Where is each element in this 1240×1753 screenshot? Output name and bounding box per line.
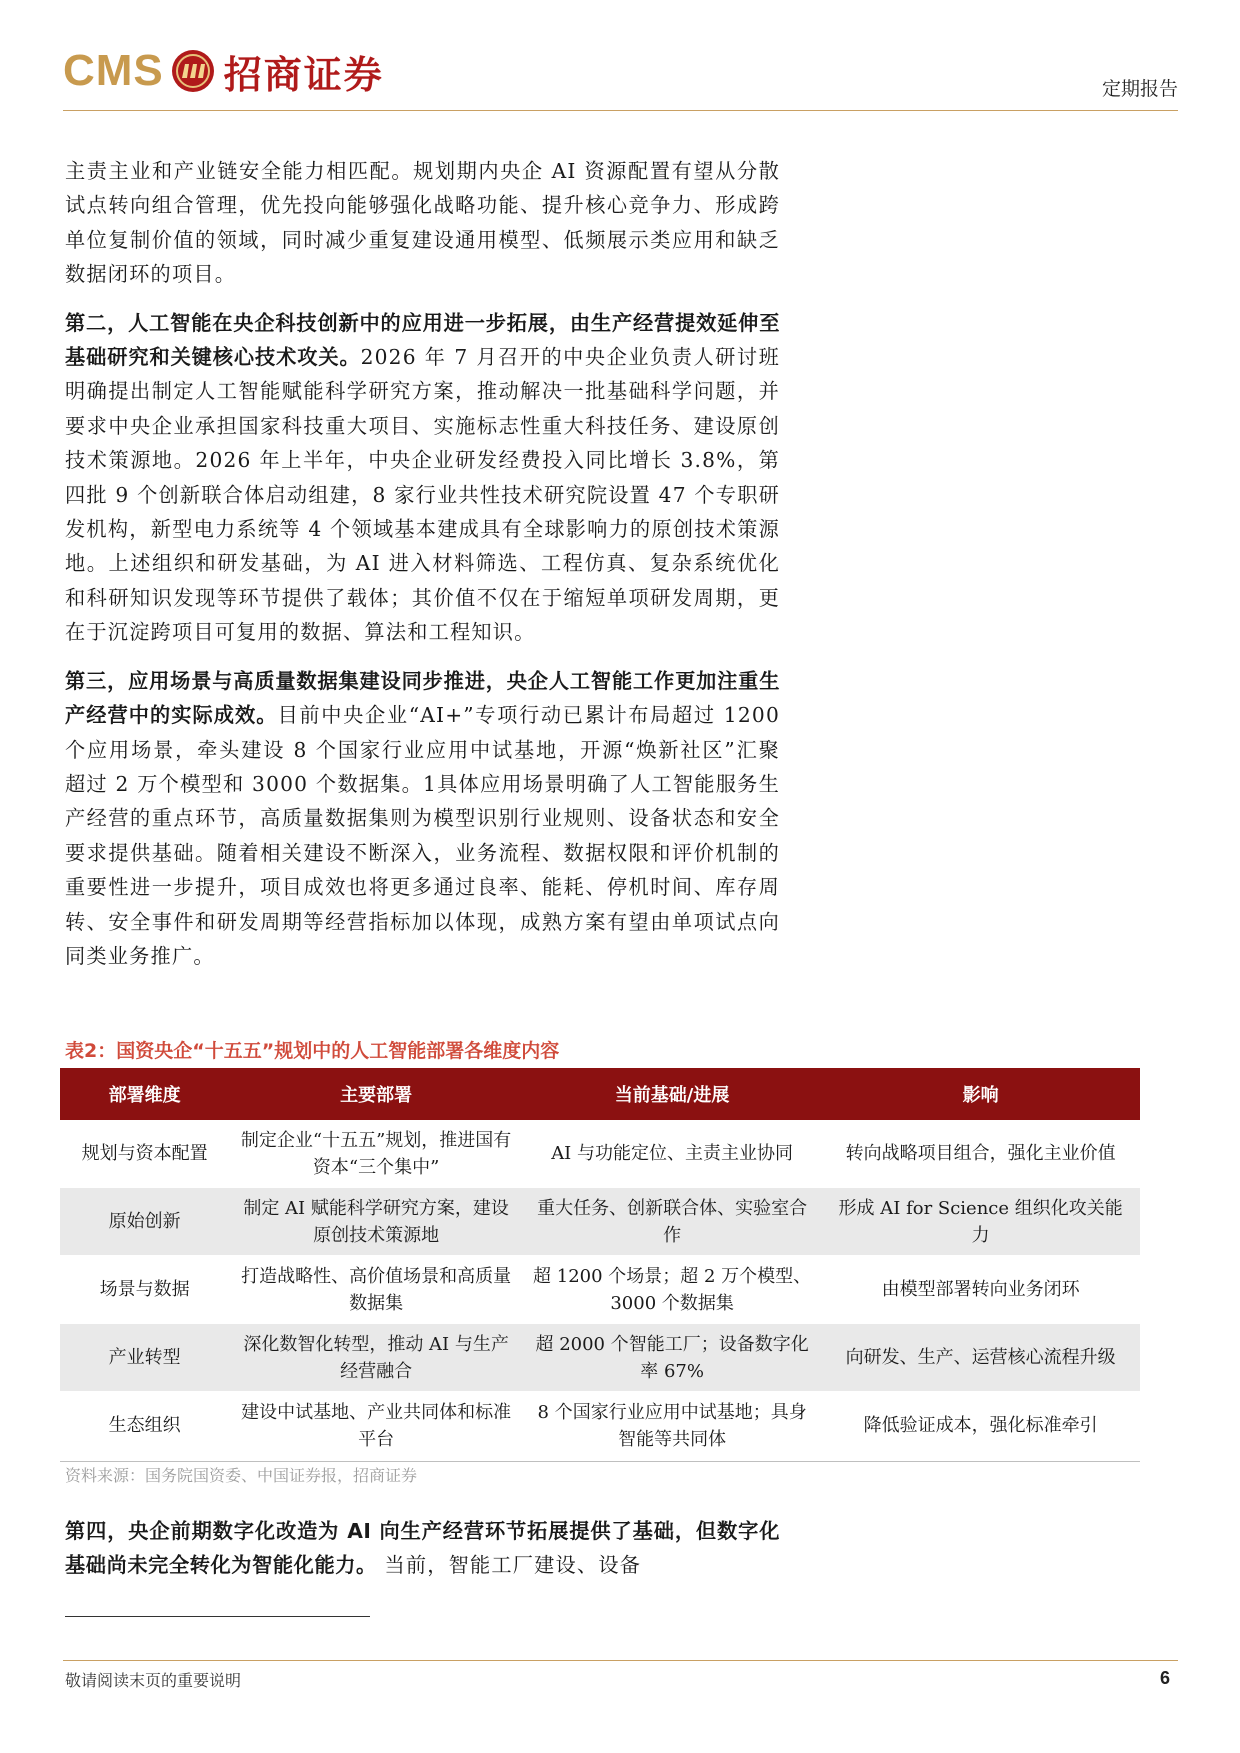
table-cell: 生态组织 xyxy=(60,1392,229,1460)
paragraph-1 xyxy=(65,154,780,292)
table-cell: 原始创新 xyxy=(60,1188,229,1256)
paragraph-3 xyxy=(65,664,780,974)
table-title: 表2：国资央企“十五五”规划中的人工智能部署各维度内容 xyxy=(65,1040,560,1062)
table-bottom-rule xyxy=(60,1461,1140,1462)
table-cell: AI 与功能定位、主责主业协同 xyxy=(523,1120,821,1188)
footnote-divider xyxy=(65,1616,370,1617)
table-cell: 转向战略项目组合，强化主业价值 xyxy=(821,1120,1140,1188)
table-header-cell: 影响 xyxy=(821,1068,1140,1120)
table-cell: 向研发、生产、运营核心流程升级 xyxy=(821,1324,1140,1392)
table-cell: 超 2000 个智能工厂；设备数字化率 67% xyxy=(523,1324,821,1392)
table-header-row xyxy=(60,1068,1140,1120)
table-cell: 制定 AI 赋能科学研究方案，建设原创技术策源地 xyxy=(229,1188,523,1256)
table-cell: 8 个国家行业应用中试基地；具身智能等共同体 xyxy=(523,1392,821,1460)
table-row xyxy=(60,1256,1140,1324)
paragraph-2 xyxy=(65,306,780,650)
paragraph-3-lead: 第三，应用场景与高质量数据集建设同步推进，央企人工智能工作更加注重生产经营中的实际成效。 xyxy=(65,668,780,728)
table-cell: 降低验证成本，强化标准牵引 xyxy=(821,1392,1140,1460)
logo-emblem-icon xyxy=(170,48,216,94)
table-cell: 建设中试基地、产业共同体和标准平台 xyxy=(229,1392,523,1460)
paragraph-2-text: 2026 年 7 月召开的中央企业负责人研讨班明确提出制定人工智能赋能科学研究方案，推动解决一批基础科学问题，并要求中央企业承担国家科技重大项目、实施标志性重大科技任务、建设原创技术策源地。2026 年上半年，中央企业研发经费投入同比增长 3.8%，第四批 9 个创新联合体启动组建，8 家行业共性技术研究院设置 47 个专职研发机构，新型电力系统等 4 个领域基本建成具有全球影响力的原创技术策源地。上述组织和研发基础，为 AI 进入材料筛选、工程仿真、复杂系统优化和科研知识发现等环节提供了载体；其价值不仅在于缩短单项研发周期，更在于沉淀跨项目可复用的数据、算法和工程知识。 xyxy=(65,345,780,645)
table-header-cell: 当前基础/进展 xyxy=(523,1068,821,1120)
report-type-label: 定期报告 xyxy=(1101,78,1178,100)
logo-cms-text: CMS xyxy=(63,46,164,95)
logo-chinese-text: 招商证券 xyxy=(223,52,384,97)
footer-disclaimer: 敬请阅读末页的重要说明 xyxy=(65,1671,242,1690)
table-cell: 深化数智化转型，推动 AI 与生产经营融合 xyxy=(229,1324,523,1392)
body-text-continued xyxy=(65,1514,780,1597)
body-text xyxy=(65,154,780,987)
paragraph-4-text: 当前，智能工厂建设、设备 xyxy=(376,1553,642,1578)
table-row xyxy=(60,1188,1140,1256)
table-cell: 超 1200 个场景；超 2 万个模型、3000 个数据集 xyxy=(523,1256,821,1324)
cms-logo xyxy=(63,46,384,96)
table-cell: 重大任务、创新联合体、实验室合作 xyxy=(523,1188,821,1256)
table-row xyxy=(60,1324,1140,1392)
paragraph-4-lead: 第四，央企前期数字化改造为 AI 向生产经营环节拓展提供了基础，但数字化基础尚未完全转化为智能化能力。 xyxy=(65,1519,780,1578)
table-header-cell: 部署维度 xyxy=(60,1068,229,1120)
table-cell: 场景与数据 xyxy=(60,1256,229,1324)
page-header xyxy=(63,40,1178,112)
table-cell: 形成 AI for Science 组织化攻关能力 xyxy=(821,1188,1140,1256)
paragraph-3-text: 目前中央企业“AI+”专项行动已累计布局超过 1200 个应用场景，牵头建设 8 个国家行业应用中试基地，开源“焕新社区”汇聚超过 2 万个模型和 3000 个数据集。1具体应用场景明确了人工智能服务生产经营的重点环节，高质量数据集则为模型识别行业规则、设备状态和安全要求提供基础。随着相关建设不断深入，业务流程、数据权限和评价机制的重要性进一步提升，项目成效也将更多通过良率、能耗、停机时间、库存周转、安全事件和研发周期等经营指标加以体现，成熟方案有望由单项试点向同类业务推广。 xyxy=(65,703,780,968)
page-number: 6 xyxy=(1159,1668,1170,1688)
table-cell: 制定企业“十五五”规划，推进国有资本“三个集中” xyxy=(229,1120,523,1188)
table-cell: 打造战略性、高价值场景和高质量数据集 xyxy=(229,1256,523,1324)
header-divider xyxy=(63,110,1178,111)
table-cell: 产业转型 xyxy=(60,1324,229,1392)
table-row xyxy=(60,1120,1140,1188)
table-cell: 由模型部署转向业务闭环 xyxy=(821,1256,1140,1324)
table-header-cell: 主要部署 xyxy=(229,1068,523,1120)
table-row xyxy=(60,1392,1140,1460)
paragraph-2-lead: 第二，人工智能在央企科技创新中的应用进一步拓展，由生产经营提效延伸至基础研究和关键核心技术攻关。 xyxy=(65,310,780,370)
paragraph-1-text: 主责主业和产业链安全能力相匹配。规划期内央企 AI 资源配置有望从分散试点转向组合管理，优先投向能够强化战略功能、提升核心竞争力、形成跨单位复制价值的领域，同时减少重复建设通用模型、低频展示类应用和缺乏数据闭环的项目。 xyxy=(65,159,780,287)
table-source: 资料来源：国务院国资委、中国证券报，招商证券 xyxy=(65,1466,418,1485)
table-cell: 规划与资本配置 xyxy=(60,1120,229,1188)
paragraph-4 xyxy=(65,1514,780,1583)
deployment-table xyxy=(60,1068,1140,1460)
footer-divider xyxy=(63,1660,1178,1661)
